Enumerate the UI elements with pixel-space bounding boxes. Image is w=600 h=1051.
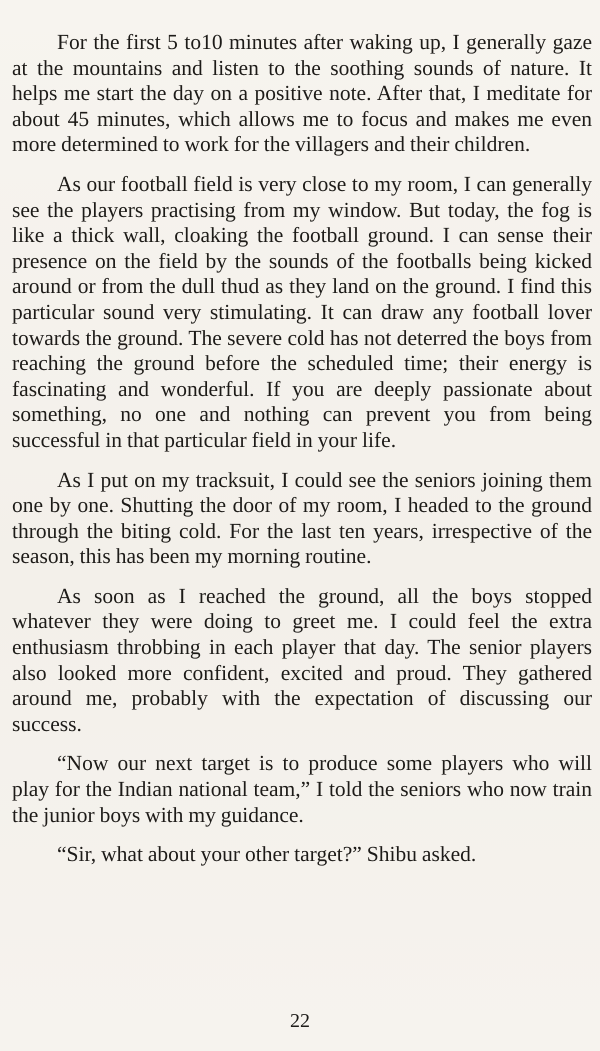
paragraph-next-target: “Now our next target is to produce some players who will play for the Indian national team,” I told the seniors who now train the junior boys with my guidance. <box>12 751 592 827</box>
paragraph-reached-ground: As soon as I reached the ground, all the boys stopped whatever they were doing to greet me. I could feel the extra enthusiasm throbbing in each player that day. The senior players also looked more confident, excited and proud. They gathered around me, probably with the expectation of discussing our success. <box>12 583 592 736</box>
page-number: 22 <box>290 1010 310 1032</box>
paragraph-shibu-question: “Sir, what about your other target?” Shibu asked. <box>57 842 477 867</box>
paragraph-tracksuit: As I put on my tracksuit, I could see the seniors joining them one by one. Shutting the door of my room, I headed to the ground through the biting cold. For the last ten years, irrespective of the season, this has been my morning routine. <box>12 467 592 569</box>
paragraph-waking-routine: For the first 5 to10 minutes after waking up, I generally gaze at the mountains and listen to the soothing sounds of nature. It helps me start the day on a positive note. After that, I meditate for about 45 minutes, which allows me to focus and makes me even more determined to work for the villagers and their children. <box>12 30 592 157</box>
paragraph-football-field: As our football field is very close to my room, I can generally see the players practising from my window. But today, the fog is like a thick wall, cloaking the football ground. I can sense their presence on the field by the sounds of the footballs being kicked around or from the dull thud as they land on the ground. I find this particular sound very stimulating. It can draw any football lover towards the ground. The severe cold has not deterred the boys from reaching the ground before the scheduled time; their energy is fascinating and wonderful. If you are deeply passionate about something, no one and nothing can prevent you from being successful in that particular field in your life. <box>12 171 592 452</box>
body-text <box>12 30 592 882</box>
